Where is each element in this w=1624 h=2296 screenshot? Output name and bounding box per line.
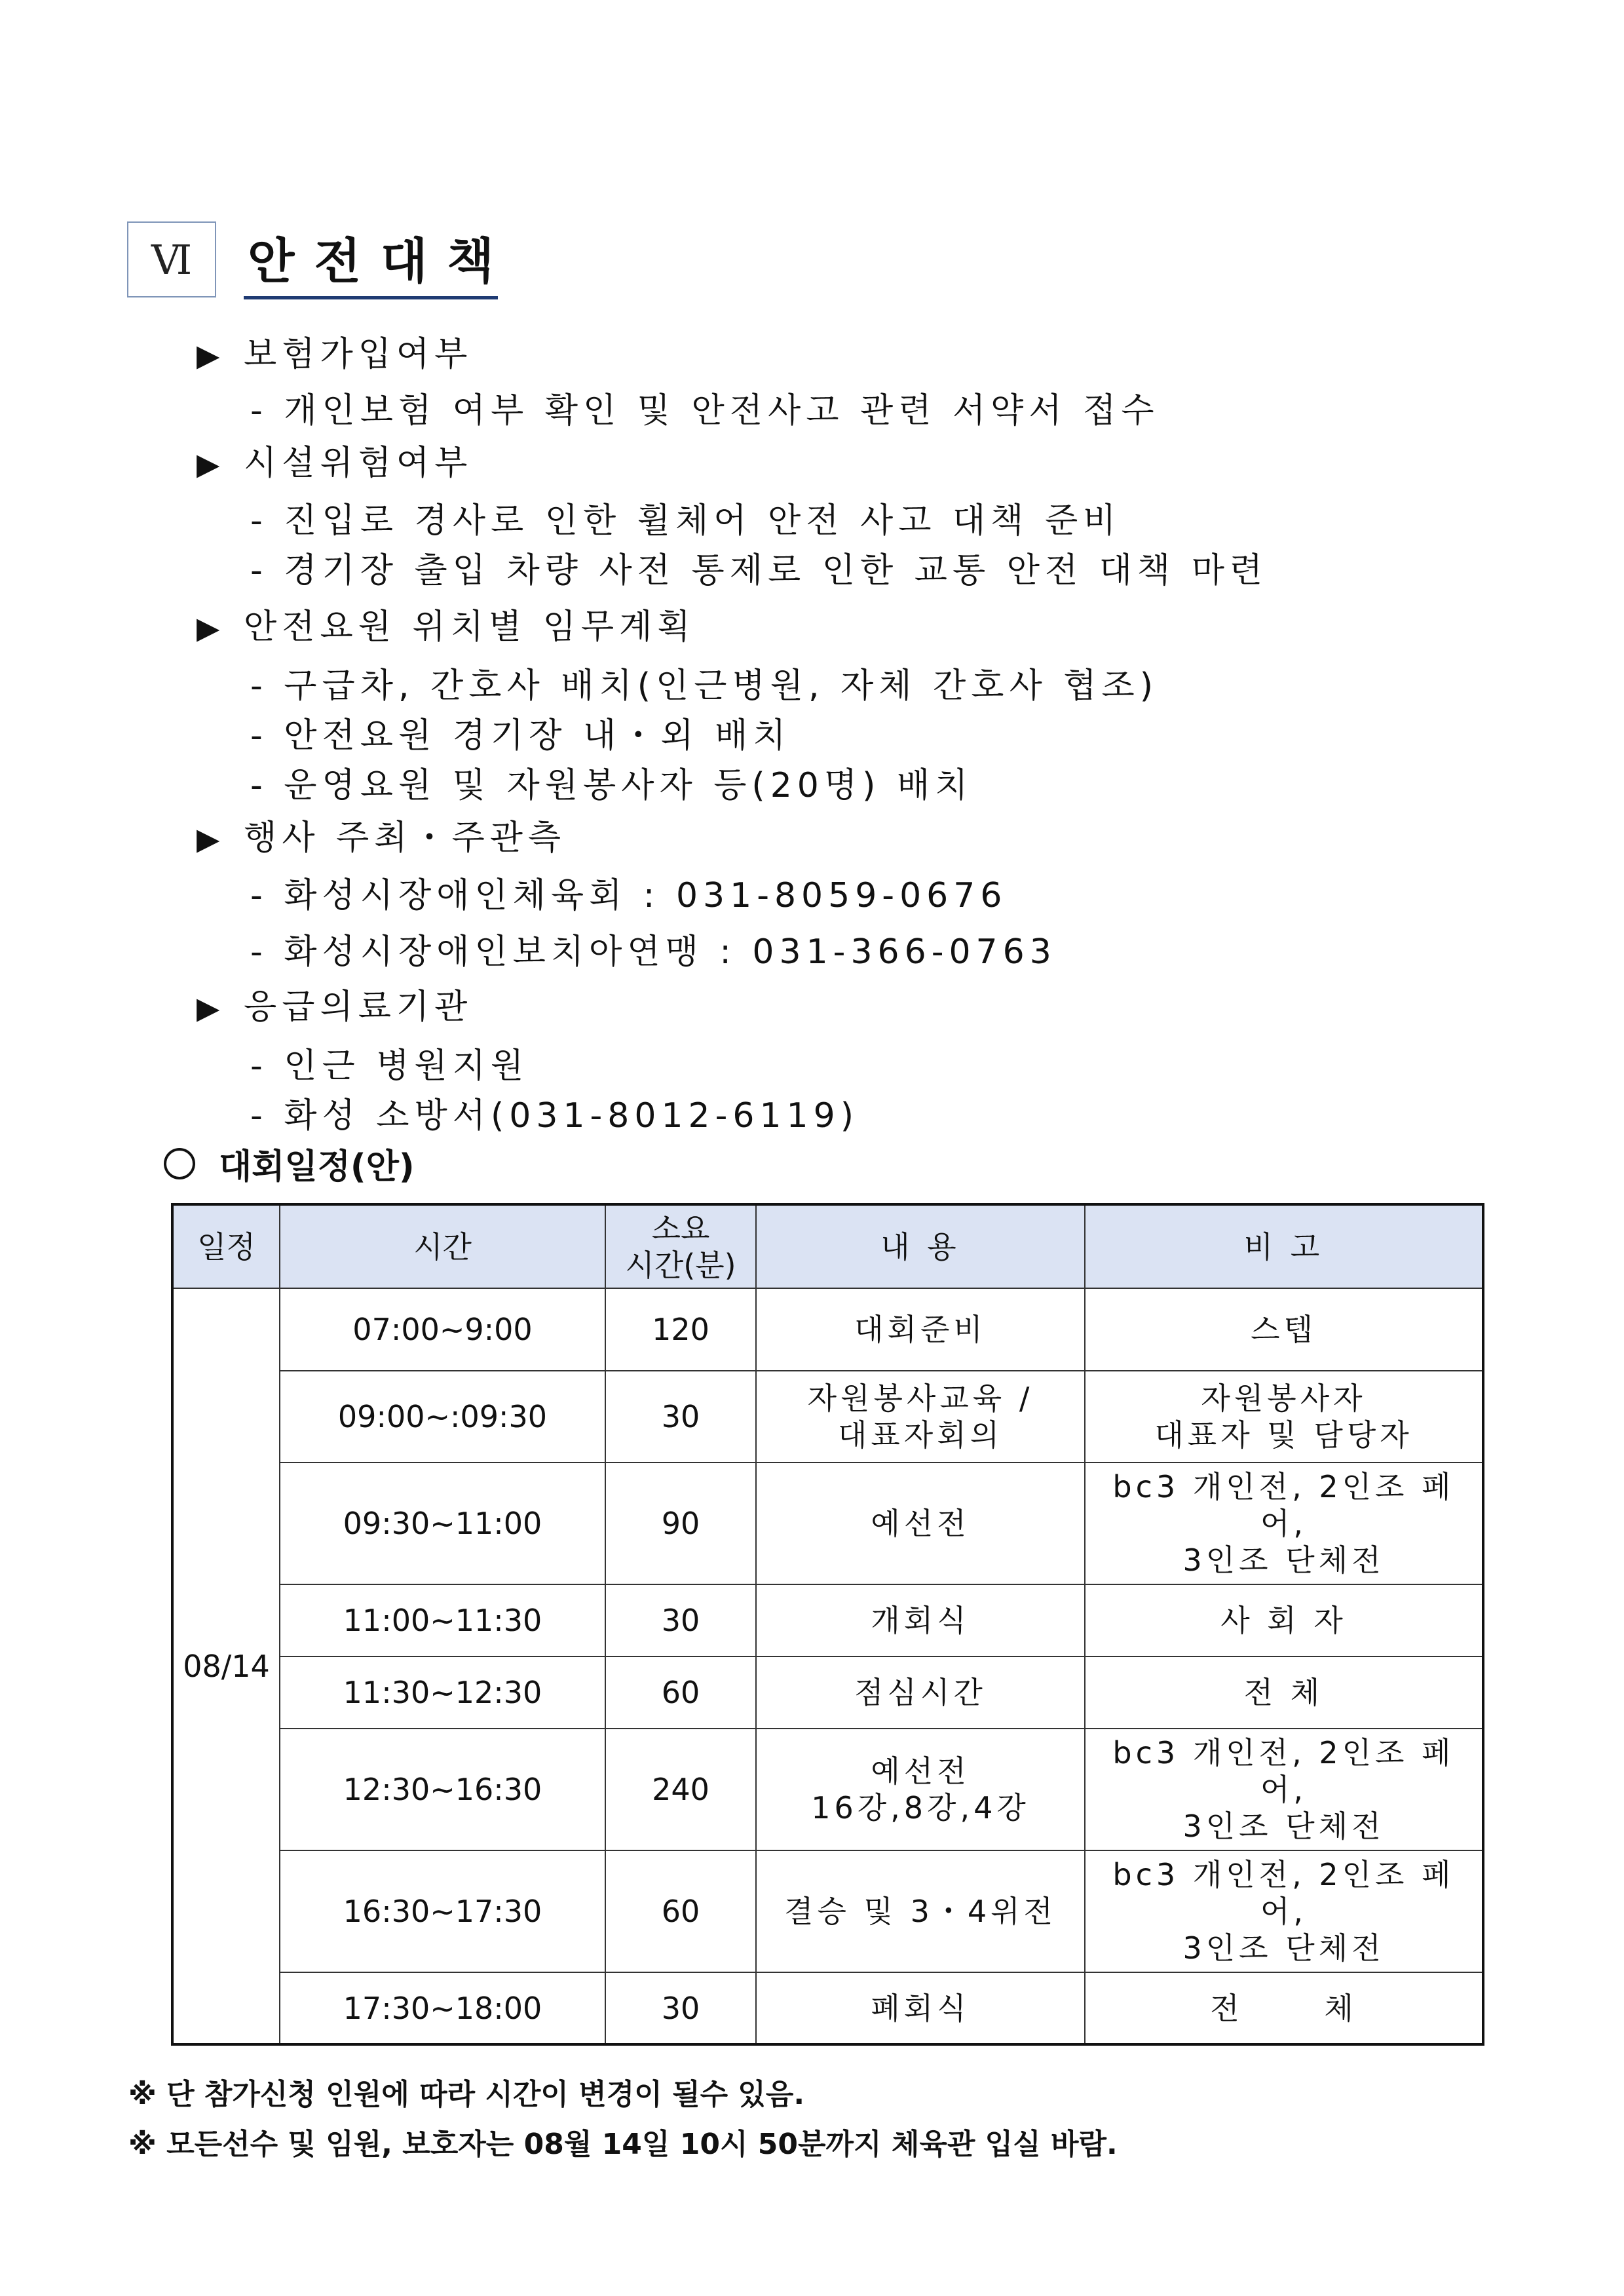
duration-cell: 30: [605, 1584, 756, 1656]
time-cell: 09:30~11:00: [280, 1463, 605, 1584]
content-cell: 자원봉사교육 / 대표자회의: [756, 1371, 1085, 1463]
table-row: [172, 1463, 1483, 1584]
note-cell: 전 체: [1085, 1656, 1483, 1729]
time-cell: 16:30~17:30: [280, 1850, 605, 1972]
list-item: - 화성시장애인체육회 : 031-8059-0676: [250, 876, 1008, 915]
note-cell: 사 회 자: [1085, 1584, 1483, 1656]
note-cell: bc3 개인전, 2인조 페어, 3인조 단체전: [1085, 1463, 1483, 1584]
list-item: - 진입로 경사로 인한 휠체어 안전 사고 대책 준비: [250, 501, 1122, 541]
duration-cell: 30: [605, 1972, 756, 2044]
list-item: - 구급차, 간호사 배치(인근병원, 자체 간호사 협조): [250, 666, 1158, 706]
note-cell: bc3 개인전, 2인조 페어, 3인조 단체전: [1085, 1729, 1483, 1850]
triangle-bullet-icon: ▶: [197, 610, 220, 645]
list-item: - 화성 소방서(031-8012-6119): [250, 1096, 859, 1136]
list-item: - 화성시장애인보치아연맹 : 031-366-0763: [250, 932, 1057, 972]
time-cell: 09:00~:09:30: [280, 1371, 605, 1463]
table-row: [172, 1850, 1483, 1972]
note-cell: bc3 개인전, 2인조 페어, 3인조 단체전: [1085, 1850, 1483, 1972]
list-item: - 경기장 출입 차량 사전 통제로 인한 교통 안전 대책 마련: [250, 551, 1268, 590]
time-cell: 11:00~11:30: [280, 1584, 605, 1656]
table-row: [172, 1729, 1483, 1850]
content-cell: 개회식: [756, 1584, 1085, 1656]
note-time-change: ※ 단 참가신청 인원에 따라 시간이 변경이 될수 있음.: [128, 2078, 805, 2111]
content-cell: 결승 및 3・4위전: [756, 1850, 1085, 1972]
bullet-facility-risk: ▶ 시설위험여부: [197, 444, 473, 483]
duration-cell: 60: [605, 1656, 756, 1729]
list-item: - 안전요원 경기장 내・외 배치: [250, 716, 791, 756]
table-row: [172, 1656, 1483, 1729]
time-cell: 07:00~9:00: [280, 1288, 605, 1371]
content-cell: 예선전 16강,8강,4강: [756, 1729, 1085, 1850]
triangle-bullet-icon: ▶: [197, 337, 220, 373]
header-content: 내 용: [756, 1204, 1085, 1288]
list-item: - 인근 병원지원: [250, 1046, 529, 1086]
date-cell: 08/14: [172, 1288, 280, 2044]
note-cell: 전 체: [1085, 1972, 1483, 2044]
duration-cell: 60: [605, 1850, 756, 1972]
time-cell: 17:30~18:00: [280, 1972, 605, 2044]
section-number: Ⅵ: [127, 221, 216, 297]
section-title: 안전대책: [248, 233, 514, 290]
duration-cell: 30: [605, 1371, 756, 1463]
duration-cell: 120: [605, 1288, 756, 1371]
note-arrival: ※ 모든선수 및 임원, 보호자는 08월 14일 10시 50분까지 체육관 입실 바람.: [128, 2128, 1118, 2161]
table-row: [172, 1584, 1483, 1656]
duration-cell: 240: [605, 1729, 756, 1850]
section-title-underline: [244, 296, 498, 299]
content-cell: 점심시간: [756, 1656, 1085, 1729]
list-item: - 운영요원 및 자원봉사자 등(20명) 배치: [250, 766, 973, 805]
table-header-row: [172, 1204, 1483, 1288]
triangle-bullet-icon: ▶: [197, 821, 220, 856]
table-row: [172, 1371, 1483, 1463]
bullet-emergency-medical: ▶ 응급의료기관: [197, 987, 473, 1027]
content-cell: 폐회식: [756, 1972, 1085, 2044]
header-time: 시간: [280, 1204, 605, 1288]
triangle-bullet-icon: ▶: [197, 446, 220, 482]
schedule-table: [171, 1203, 1484, 2046]
content-cell: 예선전: [756, 1463, 1085, 1584]
content-cell: 대회준비: [756, 1288, 1085, 1371]
list-item: - 개인보험 여부 확인 및 안전사고 관련 서약서 접수: [250, 391, 1160, 430]
header-duration: 소요 시간(분): [605, 1204, 756, 1288]
note-cell: 자원봉사자 대표자 및 담당자: [1085, 1371, 1483, 1463]
bullet-safety-staff: ▶ 안전요원 위치별 임무계획: [197, 607, 696, 647]
time-cell: 11:30~12:30: [280, 1656, 605, 1729]
triangle-bullet-icon: ▶: [197, 990, 220, 1025]
header-note: 비 고: [1085, 1204, 1483, 1288]
bullet-insurance: ▶ 보험가입여부: [197, 335, 473, 374]
header-date: 일정: [172, 1204, 280, 1288]
table-row: [172, 1288, 1483, 1371]
time-cell: 12:30~16:30: [280, 1729, 605, 1850]
note-cell: 스텝: [1085, 1288, 1483, 1371]
schedule-heading: 대회일정(안): [164, 1139, 415, 1188]
bullet-organizers: ▶ 행사 주최・주관측: [197, 818, 567, 858]
duration-cell: 90: [605, 1463, 756, 1584]
table-row: [172, 1972, 1483, 2044]
circle-icon: [164, 1148, 195, 1179]
